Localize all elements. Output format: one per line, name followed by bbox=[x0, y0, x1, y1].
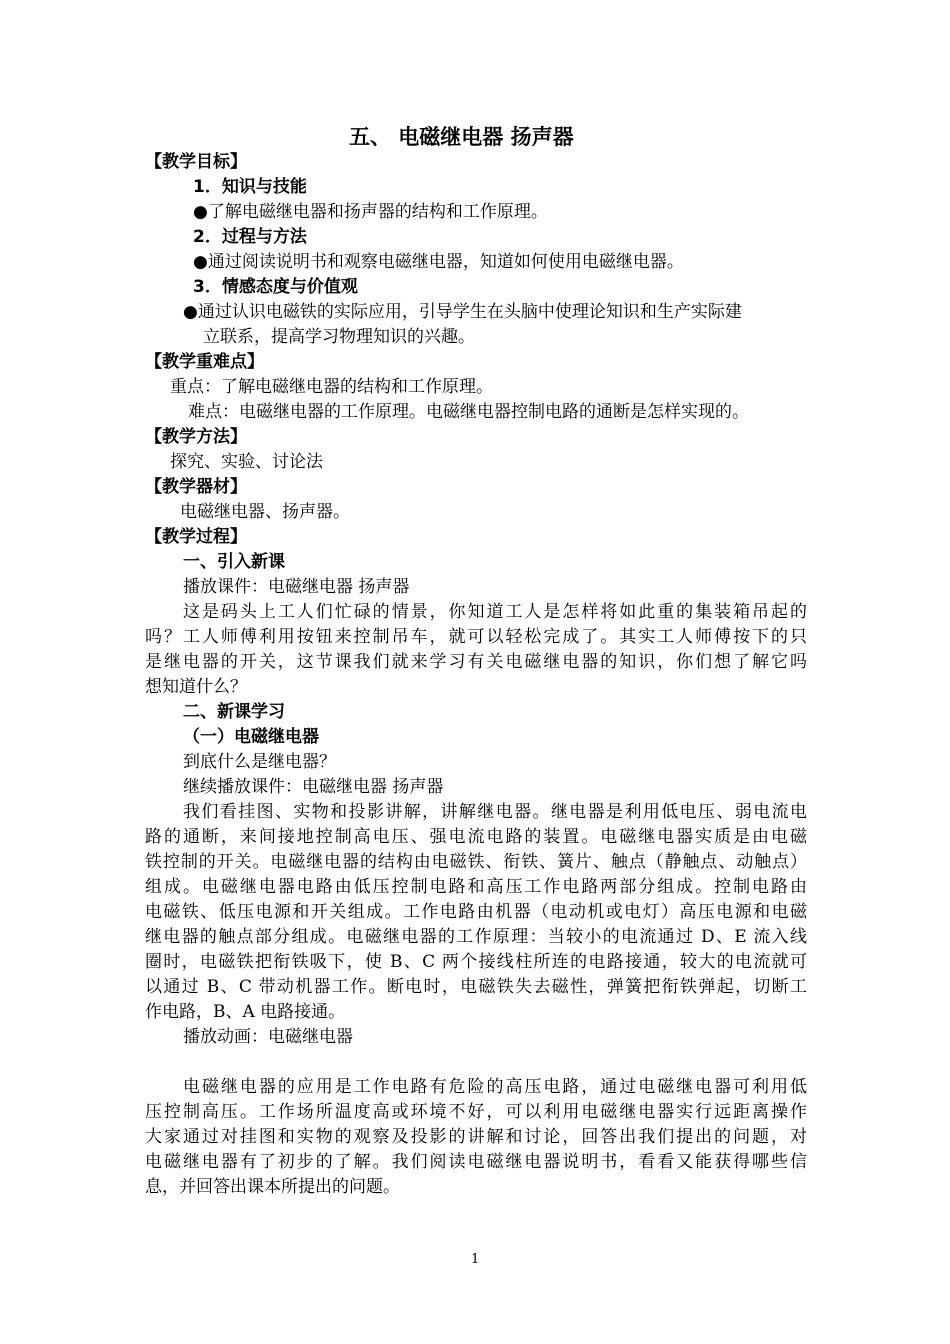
intro-paragraph-line: 这是码头上工人们忙碌的情景，你知道工人是怎样将如此重的集装箱吊起的 bbox=[183, 602, 807, 622]
subheading-process-methods: 2．过程与方法 bbox=[193, 227, 307, 247]
bullet-attitudes-values-line1: ●通过认识电磁铁的实际应用，引导学生在头脑中使理论知识和生产实际建 bbox=[183, 302, 742, 322]
bullet-knowledge-skills: ●了解电磁继电器和扬声器的结构和工作原理。 bbox=[193, 202, 548, 222]
key-focus: 重点：了解电磁继电器的结构和工作原理。 bbox=[170, 377, 493, 397]
page-number: 1 bbox=[471, 1252, 480, 1267]
explain-paragraph-line: 以通过 B、C 带动机器工作。断电时，电磁铁失去磁性，弹簧把衔铁弹起，切断工 bbox=[145, 977, 807, 997]
subheading-attitudes-values: 3．情感态度与价值观 bbox=[193, 277, 358, 297]
question-text: 到底什么是继电器？ bbox=[183, 752, 336, 772]
explain-paragraph-line: 铁控制的开关。电磁继电器的结构由电磁铁、衔铁、簧片、触点（静触点、动触点） bbox=[145, 852, 807, 872]
materials-text: 电磁继电器、扬声器。 bbox=[180, 502, 350, 522]
methods-text: 探究、实验、讨论法 bbox=[170, 452, 323, 472]
section-heading-methods: 【教学方法】 bbox=[145, 427, 247, 447]
explain-paragraph-line: 路的通断，来间接地控制高电压、强电流电路的装置。电磁继电器实质是由电磁 bbox=[145, 827, 807, 847]
subheading-knowledge-skills: 1．知识与技能 bbox=[193, 177, 307, 197]
explain-paragraph-line: 组成。电磁继电器电路由低压控制电路和高压工作电路两部分组成。控制电路由 bbox=[145, 877, 807, 897]
bullet-process-methods: ●通过阅读说明书和观察电磁继电器，知道如何使用电磁继电器。 bbox=[193, 252, 684, 272]
application-paragraph-line: 电磁继电器有了初步的了解。我们阅读电磁继电器说明书，看看又能获得哪些信 bbox=[145, 1152, 807, 1172]
application-paragraph-line: 大家通过对挂图和实物的观察及投影的讲解和讨论，回答出我们提出的问题，对 bbox=[145, 1127, 807, 1147]
continue-play-text: 继续播放课件：电磁继电器 扬声器 bbox=[183, 777, 444, 797]
bullet-attitudes-values-line2: 立联系，提高学习物理知识的兴趣。 bbox=[203, 327, 475, 347]
intro-paragraph-line: 吗？工人师傅利用按钮来控制吊车，就可以轻松完成了。其实工人师傅按下的只 bbox=[145, 627, 807, 647]
animation-text: 播放动画：电磁继电器 bbox=[183, 1027, 353, 1047]
application-paragraph-line: 息，并回答出课本所提出的问题。 bbox=[145, 1177, 400, 1197]
part1-play-courseware: 播放课件：电磁继电器 扬声器 bbox=[183, 577, 410, 597]
section-heading-process: 【教学过程】 bbox=[145, 527, 247, 547]
application-paragraph-line: 电磁继电器的应用是工作电路有危险的高压电路，通过电磁继电器可利用低 bbox=[183, 1077, 807, 1097]
application-paragraph-line: 压控制高压。工作场所温度高或环境不好，可以利用电磁继电器实行远距离操作 bbox=[145, 1102, 807, 1122]
explain-paragraph-line: 圈时，电磁铁把衔铁吸下，使 B、C 两个接线柱所连的电路接通，较大的电流就可 bbox=[145, 952, 807, 972]
section-heading-objectives: 【教学目标】 bbox=[145, 152, 247, 172]
sub1-heading: （一）电磁继电器 bbox=[183, 727, 319, 747]
intro-paragraph-line: 想知道什么？ bbox=[145, 677, 247, 697]
section-heading-materials: 【教学器材】 bbox=[145, 477, 247, 497]
intro-paragraph-line: 是继电器的开关，这节课我们就来学习有关电磁继电器的知识，你们想了解它吗 bbox=[145, 652, 807, 672]
part1-heading: 一、引入新课 bbox=[183, 552, 285, 572]
explain-paragraph-line: 作电路，B、A 电路接通。 bbox=[145, 1002, 346, 1022]
section-heading-key-points: 【教学重难点】 bbox=[145, 352, 264, 372]
explain-paragraph-line: 电磁铁、低压电源和开关组成。工作电路由机器（电动机或电灯）高压电源和电磁 bbox=[145, 902, 807, 922]
key-difficulty: 难点：电磁继电器的工作原理。电磁继电器控制电路的通断是怎样实现的。 bbox=[188, 402, 749, 422]
explain-paragraph-line: 继电器的触点部分组成。电磁继电器的工作原理：当较小的电流通过 D、E 流入线 bbox=[145, 927, 807, 947]
page-title: 五、 电磁继电器 扬声器 bbox=[349, 125, 574, 149]
explain-paragraph-line: 我们看挂图、实物和投影讲解，讲解继电器。继电器是利用低电压、弱电流电 bbox=[183, 802, 807, 822]
part2-heading: 二、新课学习 bbox=[183, 702, 285, 722]
